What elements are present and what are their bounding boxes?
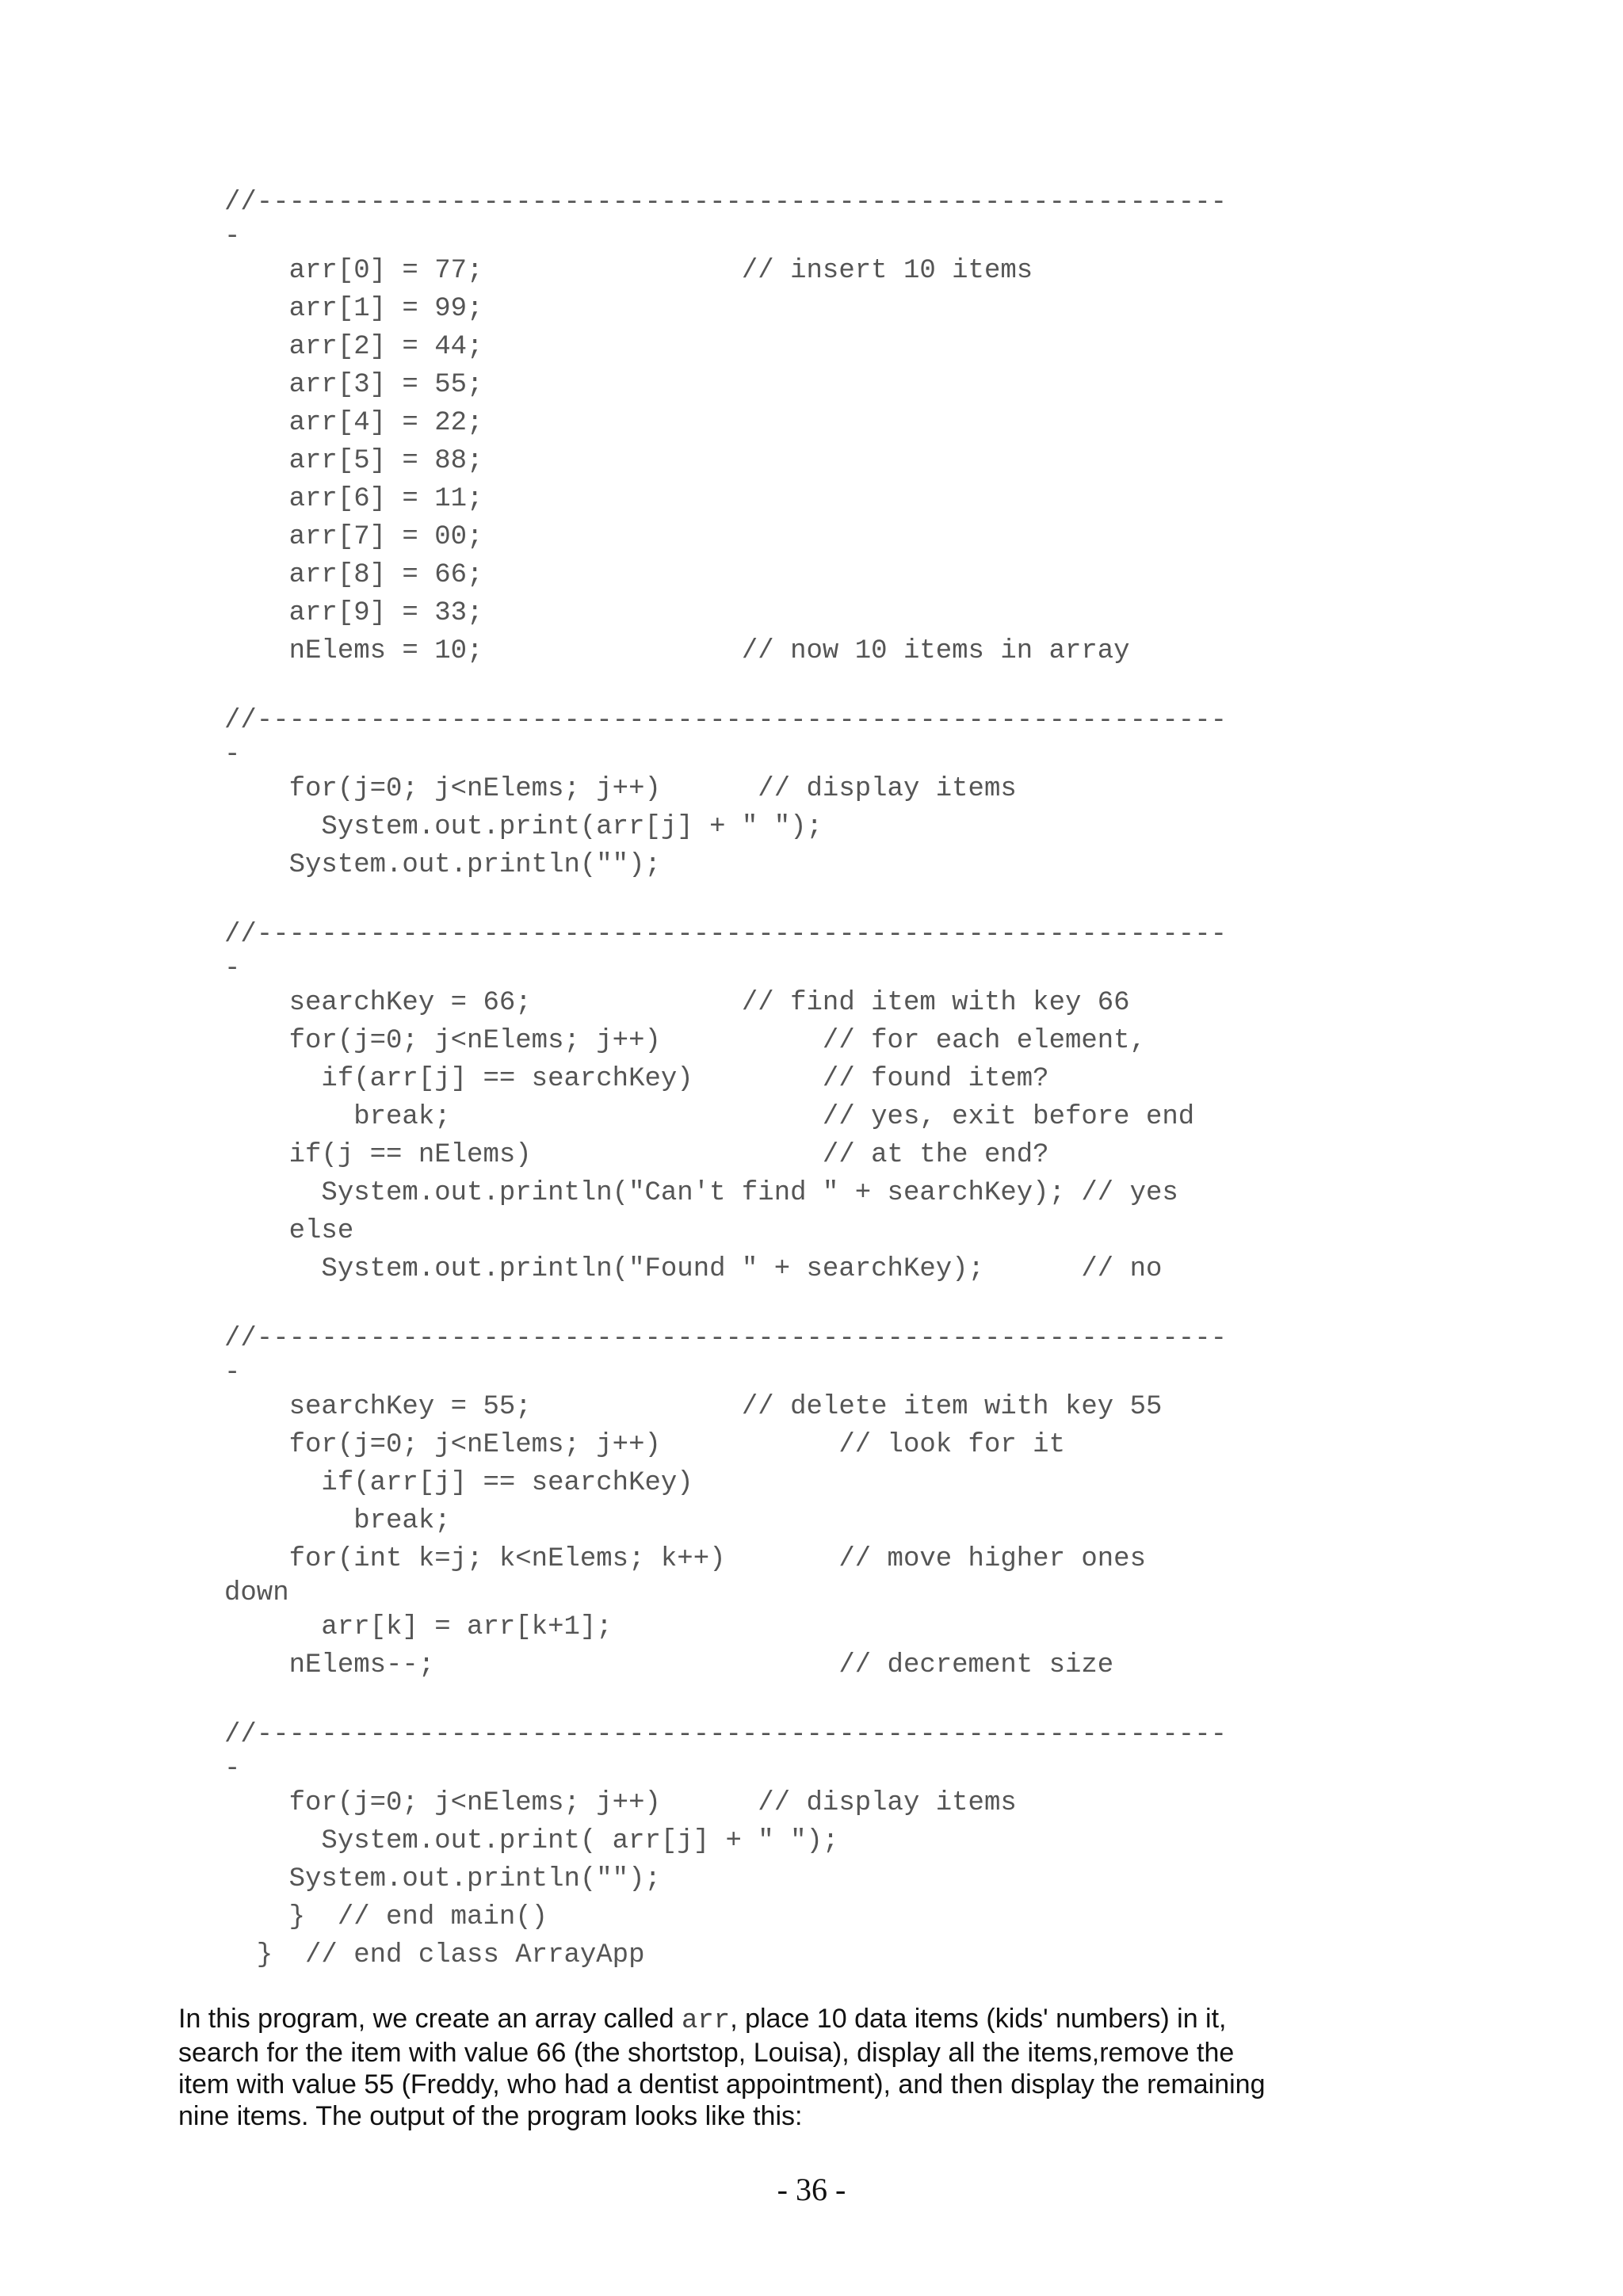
code-blank-line [224, 670, 1227, 702]
code-line: arr[8] = 66; [224, 560, 483, 590]
code-line: searchKey = 55; // delete item with key 55 [224, 1392, 1163, 1422]
code-line: if(arr[j] == searchKey) // found item? [224, 1064, 1049, 1094]
code-blank-line [224, 884, 1227, 916]
code-separator-line: down [224, 1578, 289, 1608]
code-separator-line: //------------------------------------------------------------ [224, 920, 1228, 950]
code-line: for(j=0; j<nElems; j++) // look for it [224, 1430, 1065, 1460]
code-line: } // end main() [224, 1902, 548, 1932]
code-separator-line: //------------------------------------------------------------ [224, 1324, 1228, 1354]
code-separator-line: //------------------------------------------------------------ [224, 706, 1228, 736]
code-line: System.out.println("Can't find " + searchKey); // yes [224, 1178, 1178, 1208]
code-line: System.out.println(""); [224, 1864, 661, 1894]
code-line: } // end class ArrayApp [224, 1940, 645, 1970]
paragraph-text-end: , place 10 data items (kids' numbers) in it, search for the item with value 66 (the shortstop, Louisa), display all the items,remove the item with value 55 (Freddy, who had a dentist appointment), and then display the remaining nine items. The output of the program looks like this: [178, 2004, 1266, 2131]
code-line: System.out.print(arr[j] + " "); [224, 812, 823, 842]
code-blank-line [224, 1684, 1227, 1716]
code-line: arr[7] = 00; [224, 522, 483, 552]
code-line: for(int k=j; k<nElems; k++) // move higher ones [224, 1544, 1146, 1574]
code-line: arr[9] = 33; [224, 598, 483, 628]
code-separator-line: - [224, 954, 241, 984]
code-line: if(arr[j] == searchKey) [224, 1468, 693, 1498]
code-line: else [224, 1216, 354, 1246]
code-line: arr[4] = 22; [224, 408, 483, 438]
code-blank-line [224, 1288, 1227, 1320]
code-separator-line: - [224, 1358, 241, 1388]
code-line: for(j=0; j<nElems; j++) // display items [224, 1788, 1017, 1818]
explanation-paragraph [178, 2003, 1288, 2132]
code-line: nElems--; // decrement size [224, 1650, 1114, 1680]
code-line: break; // yes, exit before end [224, 1102, 1195, 1132]
code-line: searchKey = 66; // find item with key 66 [224, 988, 1130, 1018]
code-line: arr[6] = 11; [224, 484, 483, 514]
code-line: nElems = 10; // now 10 items in array [224, 636, 1130, 666]
code-line: arr[k] = arr[k+1]; [224, 1612, 613, 1642]
code-separator-line: //------------------------------------------------------------ [224, 1720, 1228, 1750]
code-separator-line: - [224, 740, 241, 770]
code-line: System.out.println(""); [224, 850, 661, 880]
code-line: arr[3] = 55; [224, 370, 483, 400]
code-line: break; [224, 1506, 451, 1536]
code-separator-line: - [224, 222, 241, 252]
code-line: arr[0] = 77; // insert 10 items [224, 256, 1033, 286]
paragraph-text-start: In this program, we create an array called [178, 2004, 682, 2034]
code-line: for(j=0; j<nElems; j++) // for each element, [224, 1026, 1146, 1056]
code-separator-line: //------------------------------------------------------------ [224, 188, 1228, 218]
code-line: arr[5] = 88; [224, 446, 483, 476]
code-line: arr[1] = 99; [224, 294, 483, 324]
code-separator-line: - [224, 1754, 241, 1784]
page-number: - 36 - [777, 2172, 846, 2207]
code-line: if(j == nElems) // at the end? [224, 1140, 1049, 1170]
code-line: arr[2] = 44; [224, 332, 483, 362]
inline-code-arr: arr [681, 2006, 731, 2036]
code-listing [224, 184, 1227, 1974]
code-line: System.out.print( arr[j] + " "); [224, 1826, 839, 1856]
code-line: for(j=0; j<nElems; j++) // display items [224, 774, 1017, 804]
code-line: System.out.println("Found " + searchKey); // no [224, 1254, 1163, 1284]
